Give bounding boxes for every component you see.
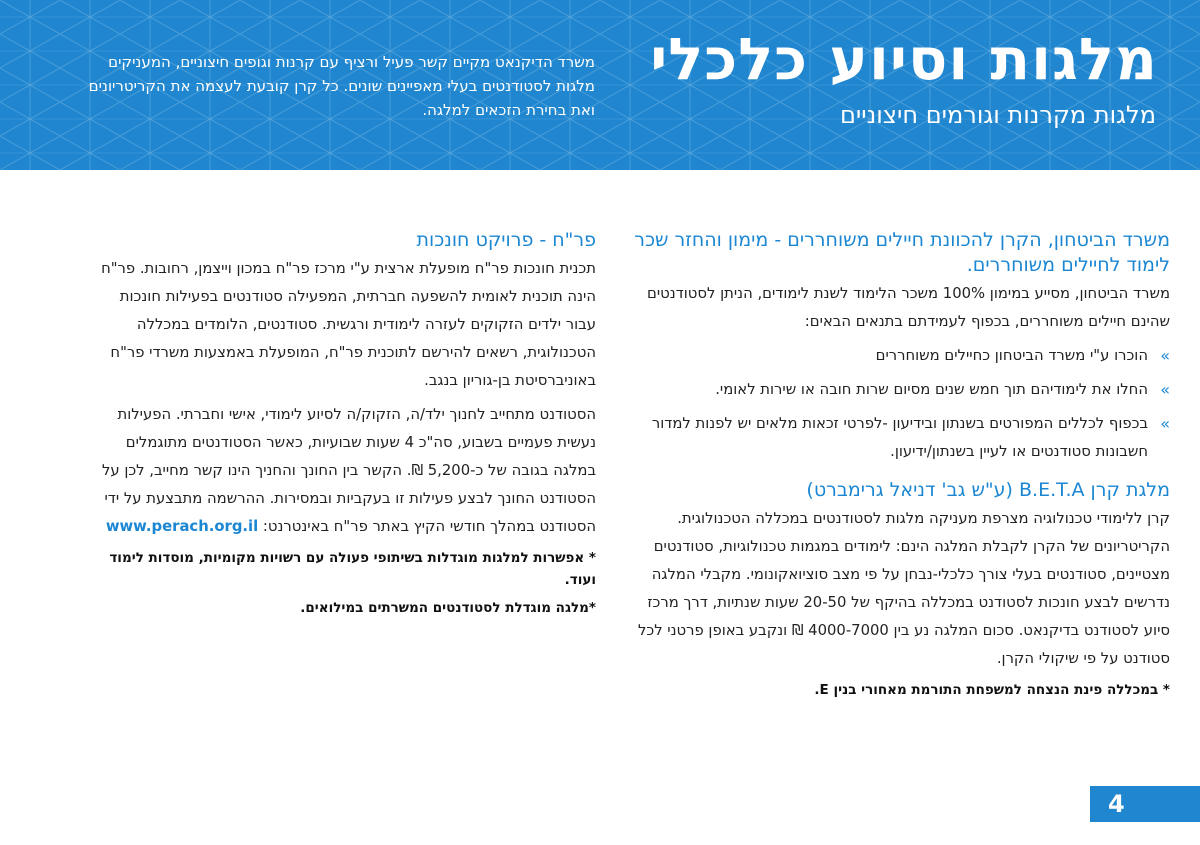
page-subtitle: מלגות מקרנות וגורמים חיצוניים <box>839 101 1156 129</box>
defense-ministry-heading: משרד הביטחון, הקרן להכוונת חיילים משוחררים - מימון והחזר שכר לימוד לחיילים משוחררים. <box>634 229 1170 276</box>
perach-heading: פר"ח - פרויקט חונכות <box>416 229 596 251</box>
intro-paragraph: משרד הדיקנאט מקיים קשר פעיל ורציף עם קרנות וגופים חיצוניים, המעניקים מלגות לסטודנטים בעלי מאפיינים שונים. כל קרן קובעת לעצמה את הקריטריונים ואת בחירת הזכאים למלגה. <box>88 53 595 119</box>
beta-scholarship-body: קרן ללימודי טכנולוגיה מצרפת מעניקה מלגות לסטודנטים במכללה הטכנולוגית. הקריטריונים של הקרן לקבלת המלגה הינם: לימודים במגמות טכנולוגיות, סטודנטים מצטיינים, סטודנטים בעלי צורך כלכלי-נבחן על פי מצב סוציואקונומי. מקבלי המלגה נדרשים לבצע חונכות לסטודנט במכללה בהיקף של 20-50 שעות שנתיות, דרך מרכז סיוע לסטודנט בדיקנאט. סכום המלגה נע בין 4000-7000 ₪ ונקבע באופן פרטני לכל סטודנט על פי שיקולי הקרן. <box>637 510 1170 667</box>
defense-conditions-list <box>622 342 1170 466</box>
list-item <box>622 342 1170 370</box>
perach-note-1: * אפשרות למלגות מוגדלות בשיתופי פעולה עם רשויות מקומיות, מוסדות לימוד ועוד. <box>109 550 596 588</box>
page-number: 4 <box>1108 790 1125 818</box>
beta-scholarship-note: * במכללה פינת הנצחה למשפחת התורמת מאחורי בנין E. <box>814 682 1170 698</box>
defense-ministry-body: משרד הביטחון, מסייע במימון 100% משכר הלימוד לשנת לימודים, הניתן לסטודנטים שהינם חיילים משוחררים, בכפוף לעמידתם בתנאים הבאים: <box>647 285 1170 330</box>
perach-paragraph-2 <box>96 401 596 541</box>
list-item-text: החלו את לימודיהם תוך חמש שנים מסיום שרות חובה או שירות לאומי. <box>715 381 1148 398</box>
chevron-bullet-icon: » <box>1160 414 1170 433</box>
beta-scholarship-section <box>622 478 1170 701</box>
perach-section <box>96 228 596 619</box>
chevron-bullet-icon: » <box>1160 346 1170 365</box>
perach-note-2: *מלגה מוגדלת לסטודנטים המשרתים במילואים. <box>300 600 596 616</box>
right-column <box>622 228 1170 701</box>
perach-website-link[interactable]: www.perach.org.il <box>105 518 259 535</box>
perach-paragraph-2-text: הסטודנט מתחייב לחנוך ילד/ה, הזקוק/ה לסיוע לימודי, אישי וחברתי. הפעילות נעשית פעמיים בשבוע, סה"כ 4 שעות שבועיות, כאשר הסטודנטים מתוגמלים במלגה בגובה של כ-5,200 ₪. הקשר בין החונך והחניך הינו קשר מחייב, לכן על הסטודנט החונך לבצע פעילות זו בעקביות ובמסירות. ההרשמה מתבצעת על ידי הסטודנט במהלך חודשי הקיץ באתר פר"ח באינטרנט: <box>101 406 596 535</box>
chevron-bullet-icon: » <box>1160 380 1170 399</box>
header-banner <box>0 0 1200 170</box>
beta-scholarship-heading: מלגת קרן B.E.T.A (ע"ש גב' דניאל גרימברט) <box>806 479 1170 501</box>
list-item-text: הוכרו ע"י משרד הביטחון כחיילים משוחררים <box>875 347 1148 364</box>
list-item <box>622 376 1170 404</box>
page-number-badge <box>1090 786 1200 822</box>
perach-paragraph-1: תכנית חונכות פר"ח מופעלת ארצית ע"י מרכז פר"ח במכון וייצמן, רחובות. פר"ח הינה תוכנית לאומית להשפעה חברתית, המפעילה סטודנטים בפעילות חונכות עבור ילדים הזקוקים לעזרה לימודית ורגשית. סטודנטים, הלומדים במכללה הטכנולוגית, רשאים להירשם לתוכנית פר"ח, המופעלת באמצעות משרדי פר"ח באוניברסיטת בן-גוריון בנגב. <box>101 260 596 389</box>
page-title: מלגות וסיוע כלכלי <box>650 25 1158 93</box>
defense-ministry-section <box>622 228 1170 466</box>
list-item-text: בכפוף לכללים המפורטים בשנתון ובידיעון -לפרטי זכאות מלאים יש לפנות למדור חשבונות סטודנטים או לעיין בשנתון/ידיעון. <box>651 415 1148 460</box>
left-column <box>96 228 596 619</box>
list-item <box>622 410 1170 466</box>
